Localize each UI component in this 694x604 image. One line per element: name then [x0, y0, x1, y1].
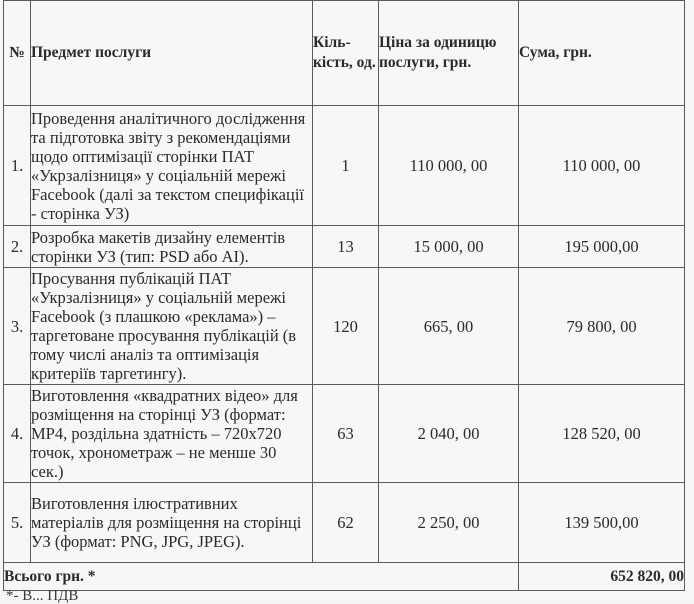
header-sum: Сума, грн. [519, 1, 685, 106]
row-sum: 139 500,00 [519, 483, 685, 563]
table-row [4, 106, 685, 226]
header-number: № [4, 1, 31, 106]
row-sum: 128 520, 00 [519, 385, 685, 483]
row-quantity: 1 [313, 106, 379, 226]
row-number: 2. [4, 226, 31, 268]
specification-table [3, 0, 685, 591]
row-quantity: 120 [313, 268, 379, 385]
row-number: 1. [4, 106, 31, 226]
row-unit-price: 15 000, 00 [379, 226, 519, 268]
row-service-name: Виготовлення ілюстративних матеріалів для розміщення на сторінці УЗ (формат: PNG, JPG, JPEG). [31, 483, 313, 563]
total-sum: 652 820, 00 [519, 563, 685, 591]
total-row [4, 563, 685, 591]
row-service-name: Просування публікацій ПАТ «Укрзалізниця» у соціальній мережі Facebook (з плашкою «реклама») – таргетоване просування публікацій (в тому числі аналіз та оптимізація критеріїв таргетингу). [31, 268, 313, 385]
header-quantity: Кіль-кість, од. [313, 1, 379, 106]
table-header-row [4, 1, 685, 106]
footnote: *- В... ПДВ [6, 588, 79, 604]
row-number: 4. [4, 385, 31, 483]
table-row [4, 268, 685, 385]
header-unit-price: Ціна за одиницю послуги, грн. [379, 1, 519, 106]
row-service-name: Розробка макетів дизайну елементів сторінки УЗ (тип: PSD або AI). [31, 226, 313, 268]
header-service-name: Предмет послуги [31, 1, 313, 106]
row-number: 5. [4, 483, 31, 563]
row-quantity: 62 [313, 483, 379, 563]
row-unit-price: 110 000, 00 [379, 106, 519, 226]
total-label: Всього грн. * [4, 563, 519, 591]
row-unit-price: 2 250, 00 [379, 483, 519, 563]
row-quantity: 63 [313, 385, 379, 483]
row-sum: 195 000,00 [519, 226, 685, 268]
row-unit-price: 2 040, 00 [379, 385, 519, 483]
table-row [4, 483, 685, 563]
table-row [4, 226, 685, 268]
row-sum: 79 800, 00 [519, 268, 685, 385]
row-service-name: Проведення аналітичного дослідження та підготовка звіту з рекомендаціями щодо оптимізації сторінки ПАТ «Укрзалізниця» у соціальній мережі Facebook (далі за текстом специфікації - сторінка УЗ) [31, 106, 313, 226]
row-number: 3. [4, 268, 31, 385]
row-sum: 110 000, 00 [519, 106, 685, 226]
row-unit-price: 665, 00 [379, 268, 519, 385]
row-service-name: Виготовлення «квадратних відео» для розміщення на сторінці УЗ (формат: MP4, роздільна здатність – 720x720 точок, хронометраж – не менше 30 сек.) [31, 385, 313, 483]
row-quantity: 13 [313, 226, 379, 268]
table-row [4, 385, 685, 483]
